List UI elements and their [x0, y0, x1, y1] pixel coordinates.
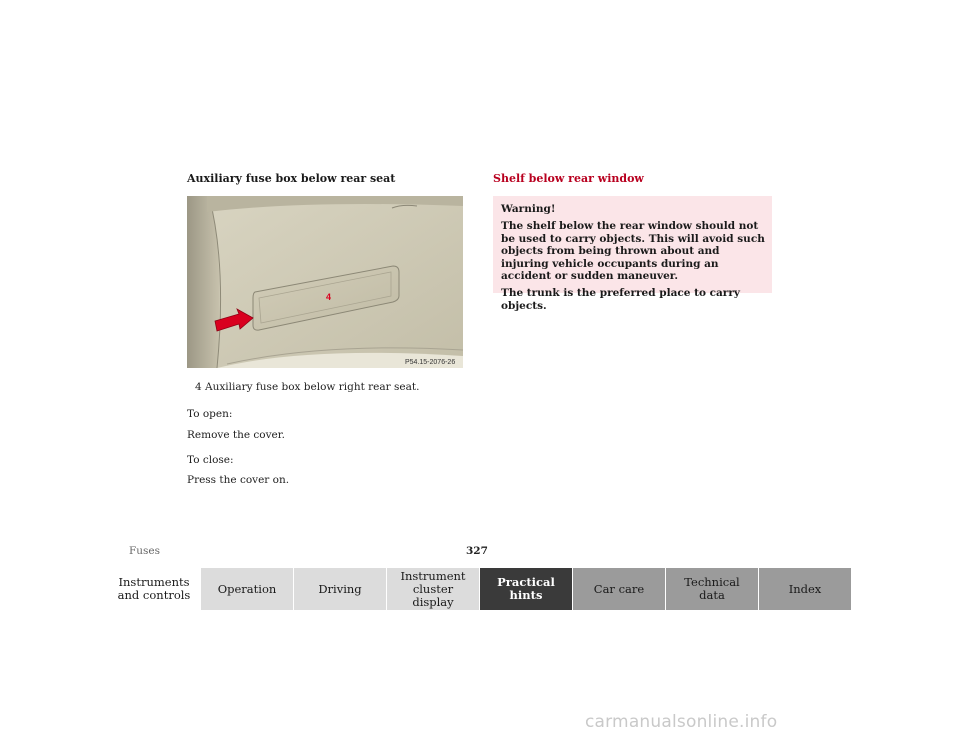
tab-practical-hints[interactable]: Practical hints — [480, 568, 573, 610]
tab-car-care[interactable]: Car care — [573, 568, 666, 610]
fuse-box-illustration — [187, 196, 463, 368]
fuse-box-drawing — [187, 196, 463, 368]
warning-box — [493, 196, 772, 312]
footer-section-name: Fuses — [129, 545, 161, 557]
tab-index[interactable]: Index — [759, 568, 851, 610]
figure-reference-code: P54.15-2076-26 — [405, 359, 456, 366]
tab-operation[interactable]: Operation — [201, 568, 294, 610]
step-close-action: Press the cover on. — [187, 474, 290, 486]
warning-paragraph-2: The trunk is the preferred place to carry objects. — [501, 287, 740, 312]
tab-driving[interactable]: Driving — [294, 568, 387, 610]
step-open-label: To open: — [187, 408, 233, 420]
tab-instrument-cluster-display[interactable]: Instrument cluster display — [387, 568, 480, 610]
page-number: 327 — [466, 545, 488, 557]
step-close-label: To close: — [187, 454, 234, 466]
step-open-action: Remove the cover. — [187, 429, 285, 441]
figure-caption: 4 Auxiliary fuse box below right rear seat. — [195, 381, 420, 393]
warning-paragraph-1: The shelf below the rear window should not be used to carry objects. This will avoid such objects from being thrown about and injuring vehicle occupants during an accident or sudden maneuver. — [501, 220, 765, 283]
tab-technical-data[interactable]: Technical data — [666, 568, 759, 610]
chapter-navigation — [108, 568, 851, 610]
tab-instruments-and-controls[interactable]: Instruments and controls — [108, 568, 201, 610]
warning-title: Warning! — [501, 203, 556, 215]
watermark: carmanualsonline.info — [585, 712, 778, 732]
section-heading-fuse-box: Auxiliary fuse box below rear seat — [187, 172, 396, 185]
callout-number: 4 — [326, 292, 332, 302]
section-heading-shelf: Shelf below rear window — [493, 172, 644, 185]
